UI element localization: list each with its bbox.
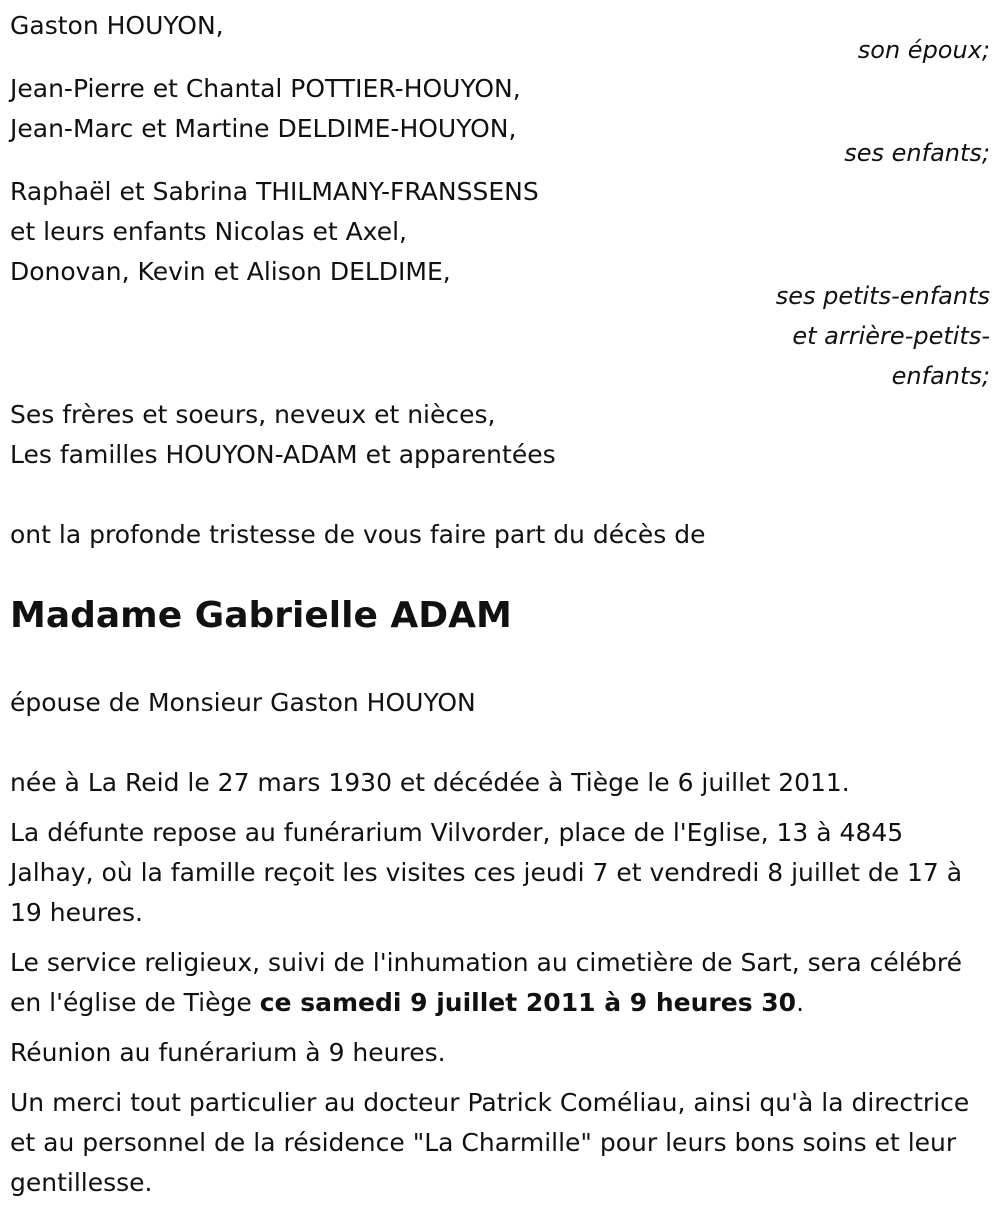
spouse-role: son époux; — [857, 36, 990, 64]
children-section — [10, 69, 990, 173]
child-name: Jean-Pierre et Chantal POTTIER-HOUYON, — [10, 74, 521, 103]
child-name: Jean-Marc et Martine DELDIME-HOUYON, — [10, 114, 517, 143]
deceased-spouse-line: épouse de Monsieur Gaston HOUYON — [10, 688, 476, 717]
funeral-home-text: La défunte repose au funérarium Vilvorder, place de l'Eglise, 13 à 4845 Jalhay, où la famille reçoit les visites ces jeudi 7 et vendredi 8 juillet de 17 à 19 heures. — [10, 818, 963, 927]
service-datetime: ce samedi 9 juillet 2011 à 9 heures 30 — [259, 988, 797, 1017]
grandchildren-role: et arrière-petits- — [792, 322, 990, 350]
relatives-line: Ses frères et soeurs, neveux et nièces, — [10, 400, 496, 429]
grandchild-name: et leurs enfants Nicolas et Axel, — [10, 217, 407, 246]
children-role: ses enfants; — [844, 139, 990, 167]
grandchild-name: Donovan, Kevin et Alison DELDIME, — [10, 257, 451, 286]
spouse-name: Gaston HOUYON, — [10, 11, 224, 40]
announcement-text: ont la profonde tristesse de vous faire part du décès de — [10, 520, 706, 549]
thanks-text: Un merci tout particulier au docteur Patrick Coméliau, ainsi qu'à la directrice et au personnel de la résidence "La Charmille" pour leurs bons soins et leur gentillesse. — [10, 1088, 970, 1197]
grandchildren-role: enfants; — [891, 362, 990, 390]
spouse-section — [10, 6, 990, 70]
meeting-text: Réunion au funérarium à 9 heures. — [10, 1038, 446, 1067]
details-section — [10, 763, 990, 1203]
service-text-start: Le service religieux, suivi de l'inhumation au cimetière de Sart, sera célébré en l'église de Tiège — [10, 948, 963, 1017]
deceased-name: Madame Gabrielle ADAM — [10, 595, 512, 636]
grandchildren-role: ses petits-enfants — [775, 282, 990, 310]
birth-death-text: née à La Reid le 27 mars 1930 et décédée à Tiège le 6 juillet 2011. — [10, 768, 850, 797]
grandchild-name: Raphaël et Sabrina THILMANY-FRANSSENS — [10, 177, 539, 206]
relatives-line: Les familles HOUYON-ADAM et apparentées — [10, 440, 556, 469]
service-text-end: . — [796, 988, 805, 1017]
extended-family-section — [10, 395, 990, 475]
service-text — [10, 943, 990, 1023]
grandchildren-section — [10, 172, 990, 396]
